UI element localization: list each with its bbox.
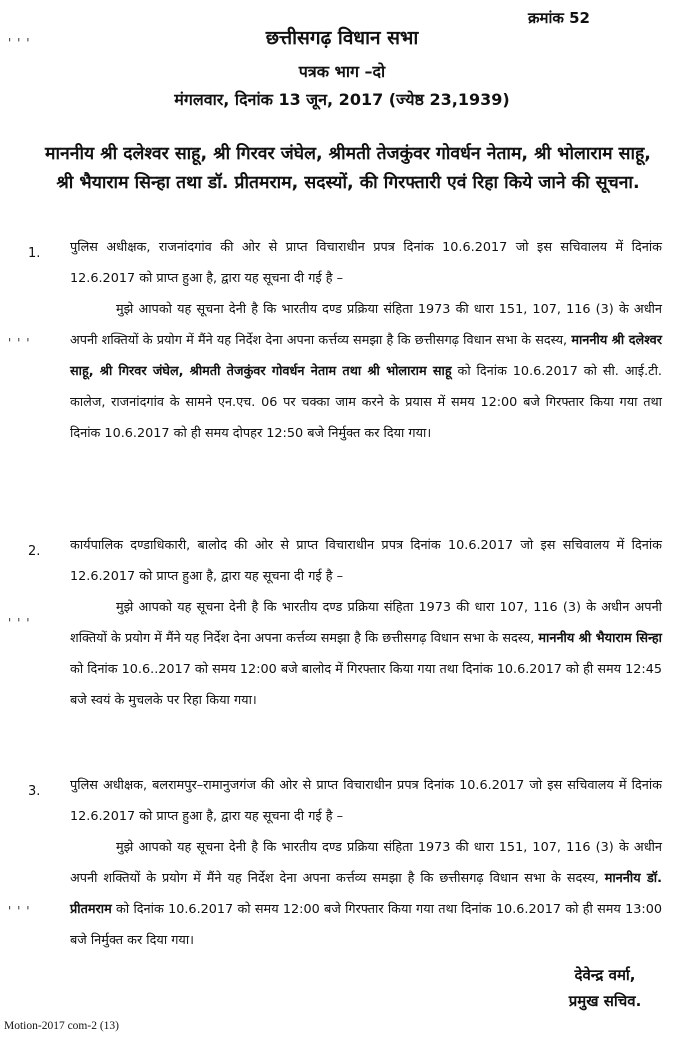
member-names: माननीय डॉ. प्रीतमराम: [70, 871, 662, 917]
date-line: मंगलवार, दिनांक 13 जून, 2017 (ज्येष्ठ 23,1939): [174, 90, 510, 109]
assembly-title: छत्तीसगढ़ विधान सभा: [265, 27, 419, 49]
item-body: [70, 294, 662, 449]
margin-mark: ' ' ': [8, 36, 31, 50]
body-text: को दिनांक 10.6.2017 को समय 12:00 बजे गिरफ्तार किया गया तथा दिनांक 10.6.2017 को ही समय 13:00 बजे निर्मुक्त कर दिया गया।: [70, 902, 662, 948]
item-body: [70, 832, 662, 956]
member-names: माननीय श्री भैयाराम सिन्हा: [538, 631, 662, 646]
signature-block: [540, 962, 670, 1014]
body-text: को दिनांक 10.6.2017 को सी. आई.टी. कालेज, राजनांदगांव के सामने एन.एच. 06 पर चक्का जाम करने के प्रयास में समय 12:00 बजे गिरफ्तार किया गया तथा दिनांक 10.6.2017 को ही समय दोपहर 12:50 बजे निर्मुक्त कर दिया गया।: [70, 364, 662, 441]
serial-number: क्रमांक 52: [528, 9, 590, 27]
margin-mark: ' ' ': [8, 336, 31, 350]
footer-reference: Motion-2017 com-2 (13): [4, 1020, 119, 1032]
subject-heading: माननीय श्री दलेश्वर साहू, श्री गिरवर जंघेल, श्रीमती तेजकुंवर गोवर्धन नेताम, श्री भोलाराम साहू, श्री भैयाराम सिन्हा तथा डॉ. प्रीतमराम, सदस्यों, की गिरफ्तारी एवं रिहा किये जाने की सूचना.: [45, 144, 651, 193]
item-intro: कार्यपालिक दण्डाधिकारी, बालोद की ओर से प्राप्त विचाराधीन प्रपत्र दिनांक 10.6.2017 जो इस सचिवालय में दिनांक 12.6.2017 को प्राप्त हुआ है, द्वारा यह सूचना दी गई है –: [70, 538, 662, 584]
item-intro: पुलिस अधीक्षक, राजनांदगांव की ओर से प्राप्त विचाराधीन प्रपत्र दिनांक 10.6.2017 जो इस सचिवालय में दिनांक 12.6.2017 को प्राप्त हुआ है, द्वारा यह सूचना दी गई है –: [70, 240, 662, 286]
item-body: [70, 592, 662, 716]
body-text: मुझे आपको यह सूचना देनी है कि भारतीय दण्ड प्रक्रिया संहिता 1973 की धारा 107, 116 (3) के अधीन अपनी शक्तियों के प्रयोग में मैंने यह निर्देश देना अपना कर्त्तव्य समझा है कि छत्तीसगढ़ विधान सभा के सदस्य,: [70, 600, 662, 646]
body-text: मुझे आपको यह सूचना देनी है कि भारतीय दण्ड प्रक्रिया संहिता 1973 की धारा 151, 107, 116 (3) के अधीन अपनी शक्तियों के प्रयोग में मैंने यह निर्देश देना अपना कर्त्तव्य समझा है कि छत्तीसगढ़ विधान सभा के सदस्य,: [70, 302, 662, 348]
signatory-name: देवेन्द्र वर्मा,: [574, 966, 636, 984]
body-text: को दिनांक 10.6..2017 को समय 12:00 बजे बालोद में गिरफ्तार किया गया तथा दिनांक 10.6.2017 को ही समय 12:45 बजे स्वयं के मुचलके पर रिहा किया गया।: [70, 662, 662, 708]
item-intro: पुलिस अधीक्षक, बलरामपुर–रामानुजगंज की ओर से प्राप्त विचाराधीन प्रपत्र दिनांक 10.6.2017 जो इस सचिवालय में दिनांक 12.6.2017 को प्राप्त हुआ है, द्वारा यह सूचना दी गई है –: [70, 778, 662, 824]
item-number: 2.: [28, 544, 41, 559]
body-text: मुझे आपको यह सूचना देनी है कि भारतीय दण्ड प्रक्रिया संहिता 1973 की धारा 151, 107, 116 (3) के अधीन अपनी शक्तियों के प्रयोग में मैंने यह निर्देश देना अपना कर्त्तव्य समझा है कि छत्तीसगढ़ विधान सभा के सदस्य,: [70, 840, 662, 886]
member-names: माननीय श्री दलेश्वर साहू, श्री गिरवर जंघेल, श्रीमती तेजकुंवर गोवर्धन नेताम तथा श्री भोलाराम साहू: [70, 333, 662, 379]
margin-mark: ' ' ': [8, 616, 31, 630]
item-number: 3.: [28, 784, 41, 799]
bulletin-part: पत्रक भाग –दो: [298, 62, 386, 81]
notice-item-1: [70, 232, 662, 449]
margin-mark: ' ' ': [8, 904, 31, 918]
notice-item-2: [70, 530, 662, 716]
notice-item-3: [70, 770, 662, 956]
signatory-designation: प्रमुख सचिव.: [568, 992, 642, 1010]
item-number: 1.: [28, 246, 41, 261]
